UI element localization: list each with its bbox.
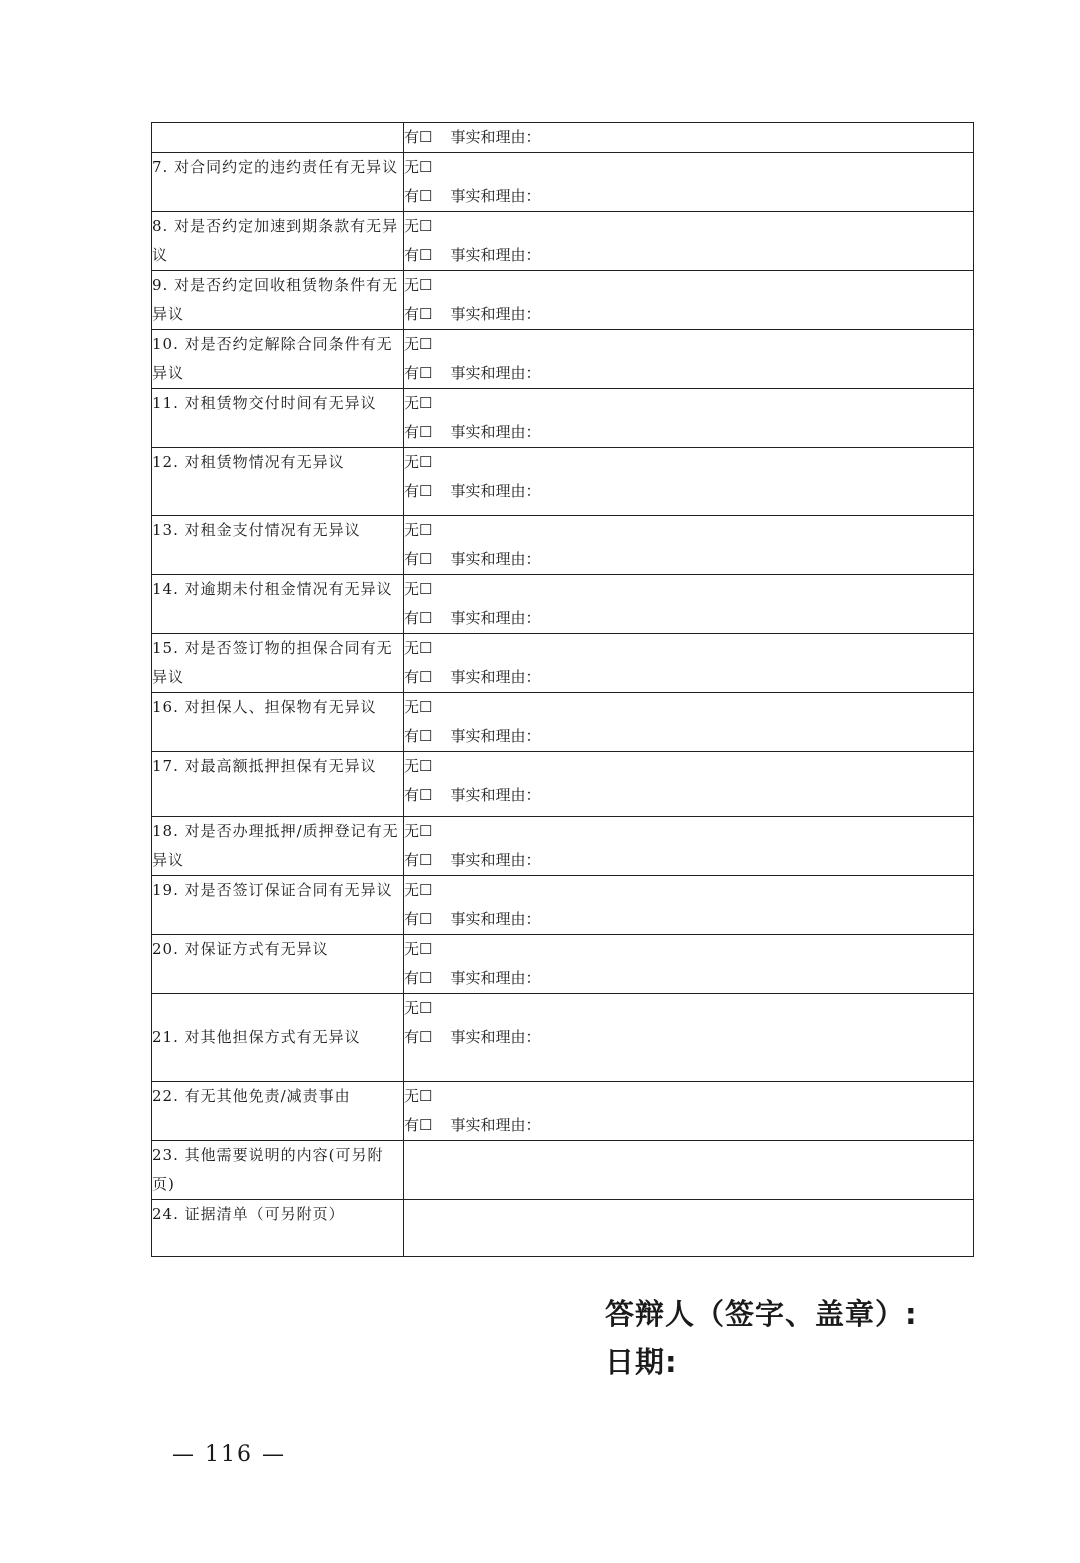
no-objection-checkbox[interactable]: 无☐ bbox=[404, 453, 433, 471]
question-cell: 23. 其他需要说明的内容(可另附页) bbox=[152, 1141, 404, 1200]
question-cell: 11. 对租赁物交付时间有无异议 bbox=[152, 389, 404, 448]
no-objection-checkbox[interactable]: 无☐ bbox=[404, 521, 433, 539]
answer-cell[interactable] bbox=[404, 935, 974, 994]
facts-and-reasons-label: 事实和理由： bbox=[450, 786, 541, 804]
no-objection-checkbox[interactable]: 无☐ bbox=[404, 217, 433, 235]
answer-cell[interactable] bbox=[404, 1082, 974, 1141]
facts-and-reasons-label: 事实和理由： bbox=[450, 187, 541, 205]
has-objection-checkbox[interactable]: 有☐ bbox=[404, 246, 433, 264]
no-objection-checkbox[interactable]: 无☐ bbox=[404, 394, 433, 412]
question-cell: 17. 对最高额抵押担保有无异议 bbox=[152, 752, 404, 817]
question-cell: 16. 对担保人、担保物有无异议 bbox=[152, 693, 404, 752]
table-row bbox=[152, 153, 974, 212]
answer-cell[interactable] bbox=[404, 330, 974, 389]
answer-cell[interactable] bbox=[404, 448, 974, 516]
table-row bbox=[152, 817, 974, 876]
question-cell: 9. 对是否约定回收租赁物条件有无异议 bbox=[152, 271, 404, 330]
question-cell: 21. 对其他担保方式有无异议 bbox=[152, 994, 404, 1082]
no-objection-checkbox[interactable]: 无☐ bbox=[404, 276, 433, 294]
facts-and-reasons-label: 事实和理由： bbox=[450, 246, 541, 264]
question-cell: 10. 对是否约定解除合同条件有无异议 bbox=[152, 330, 404, 389]
page-number: — 116 — bbox=[172, 1442, 286, 1467]
question-cell: 22. 有无其他免责/减责事由 bbox=[152, 1082, 404, 1141]
table-row bbox=[152, 876, 974, 935]
answer-cell[interactable] bbox=[404, 212, 974, 271]
question-cell: 20. 对保证方式有无异议 bbox=[152, 935, 404, 994]
has-objection-checkbox[interactable]: 有☐ bbox=[404, 364, 433, 382]
facts-and-reasons-label: 事实和理由： bbox=[450, 482, 541, 500]
table-row bbox=[152, 330, 974, 389]
table-row bbox=[152, 575, 974, 634]
table-row bbox=[152, 123, 974, 153]
table-row bbox=[152, 516, 974, 575]
signature-block bbox=[605, 1290, 918, 1386]
answer-cell[interactable] bbox=[404, 1200, 974, 1257]
facts-and-reasons-label: 事实和理由： bbox=[450, 550, 541, 568]
table-row bbox=[152, 448, 974, 516]
no-objection-checkbox[interactable]: 无☐ bbox=[404, 822, 433, 840]
answer-cell[interactable] bbox=[404, 1141, 974, 1200]
has-objection-checkbox[interactable]: 有☐ bbox=[404, 668, 433, 686]
table-row bbox=[152, 693, 974, 752]
table-row bbox=[152, 752, 974, 817]
table-row bbox=[152, 935, 974, 994]
has-objection-checkbox[interactable]: 有☐ bbox=[404, 128, 433, 146]
question-cell: 14. 对逾期未付租金情况有无异议 bbox=[152, 575, 404, 634]
no-objection-checkbox[interactable]: 无☐ bbox=[404, 999, 433, 1017]
table-row bbox=[152, 389, 974, 448]
has-objection-checkbox[interactable]: 有☐ bbox=[404, 910, 433, 928]
has-objection-checkbox[interactable]: 有☐ bbox=[404, 1116, 433, 1134]
table-row bbox=[152, 271, 974, 330]
has-objection-checkbox[interactable]: 有☐ bbox=[404, 727, 433, 745]
has-objection-checkbox[interactable]: 有☐ bbox=[404, 187, 433, 205]
no-objection-checkbox[interactable]: 无☐ bbox=[404, 639, 433, 657]
table-row bbox=[152, 634, 974, 693]
facts-and-reasons-label: 事实和理由： bbox=[450, 128, 541, 146]
facts-and-reasons-label: 事实和理由： bbox=[450, 1028, 541, 1046]
question-cell: 19. 对是否签订保证合同有无异议 bbox=[152, 876, 404, 935]
answer-cell[interactable] bbox=[404, 123, 974, 153]
question-cell: 18. 对是否办理抵押/质押登记有无异议 bbox=[152, 817, 404, 876]
answer-cell[interactable] bbox=[404, 876, 974, 935]
question-cell: 13. 对租金支付情况有无异议 bbox=[152, 516, 404, 575]
table-row bbox=[152, 994, 974, 1082]
answer-cell[interactable] bbox=[404, 516, 974, 575]
has-objection-checkbox[interactable]: 有☐ bbox=[404, 305, 433, 323]
answer-cell[interactable] bbox=[404, 271, 974, 330]
has-objection-checkbox[interactable]: 有☐ bbox=[404, 609, 433, 627]
no-objection-checkbox[interactable]: 无☐ bbox=[404, 580, 433, 598]
has-objection-checkbox[interactable]: 有☐ bbox=[404, 482, 433, 500]
answer-cell[interactable] bbox=[404, 817, 974, 876]
has-objection-checkbox[interactable]: 有☐ bbox=[404, 550, 433, 568]
facts-and-reasons-label: 事实和理由： bbox=[450, 910, 541, 928]
question-cell: 15. 对是否签订物的担保合同有无异议 bbox=[152, 634, 404, 693]
question-cell: 12. 对租赁物情况有无异议 bbox=[152, 448, 404, 516]
facts-and-reasons-label: 事实和理由： bbox=[450, 727, 541, 745]
answer-cell[interactable] bbox=[404, 389, 974, 448]
answer-cell[interactable] bbox=[404, 153, 974, 212]
table-row bbox=[152, 1200, 974, 1257]
table-row bbox=[152, 1082, 974, 1141]
facts-and-reasons-label: 事实和理由： bbox=[450, 423, 541, 441]
question-cell: 7. 对合同约定的违约责任有无异议 bbox=[152, 153, 404, 212]
table-row bbox=[152, 212, 974, 271]
facts-and-reasons-label: 事实和理由： bbox=[450, 609, 541, 627]
response-form-table bbox=[151, 122, 974, 1257]
facts-and-reasons-label: 事实和理由： bbox=[450, 668, 541, 686]
has-objection-checkbox[interactable]: 有☐ bbox=[404, 786, 433, 804]
facts-and-reasons-label: 事实和理由： bbox=[450, 364, 541, 382]
no-objection-checkbox[interactable]: 无☐ bbox=[404, 757, 433, 775]
has-objection-checkbox[interactable]: 有☐ bbox=[404, 851, 433, 869]
answer-cell[interactable] bbox=[404, 693, 974, 752]
no-objection-checkbox[interactable]: 无☐ bbox=[404, 158, 433, 176]
no-objection-checkbox[interactable]: 无☐ bbox=[404, 335, 433, 353]
has-objection-checkbox[interactable]: 有☐ bbox=[404, 423, 433, 441]
answer-cell[interactable] bbox=[404, 575, 974, 634]
answer-cell[interactable] bbox=[404, 752, 974, 817]
question-cell bbox=[152, 123, 404, 153]
facts-and-reasons-label: 事实和理由： bbox=[450, 851, 541, 869]
no-objection-checkbox[interactable]: 无☐ bbox=[404, 1087, 433, 1105]
respondent-signature-label: 答辩人（签字、盖章）: bbox=[605, 1297, 918, 1331]
date-label: 日期: bbox=[605, 1345, 678, 1379]
question-cell: 8. 对是否约定加速到期条款有无异议 bbox=[152, 212, 404, 271]
answer-cell[interactable] bbox=[404, 634, 974, 693]
facts-and-reasons-label: 事实和理由： bbox=[450, 969, 541, 987]
has-objection-checkbox[interactable]: 有☐ bbox=[404, 969, 433, 987]
no-objection-checkbox[interactable]: 无☐ bbox=[404, 940, 433, 958]
facts-and-reasons-label: 事实和理由： bbox=[450, 1116, 541, 1134]
no-objection-checkbox[interactable]: 无☐ bbox=[404, 698, 433, 716]
no-objection-checkbox[interactable]: 无☐ bbox=[404, 881, 433, 899]
question-cell: 24. 证据清单（可另附页） bbox=[152, 1200, 404, 1257]
has-objection-checkbox[interactable]: 有☐ bbox=[404, 1028, 433, 1046]
answer-cell[interactable] bbox=[404, 994, 974, 1082]
facts-and-reasons-label: 事实和理由： bbox=[450, 305, 541, 323]
table-row bbox=[152, 1141, 974, 1200]
